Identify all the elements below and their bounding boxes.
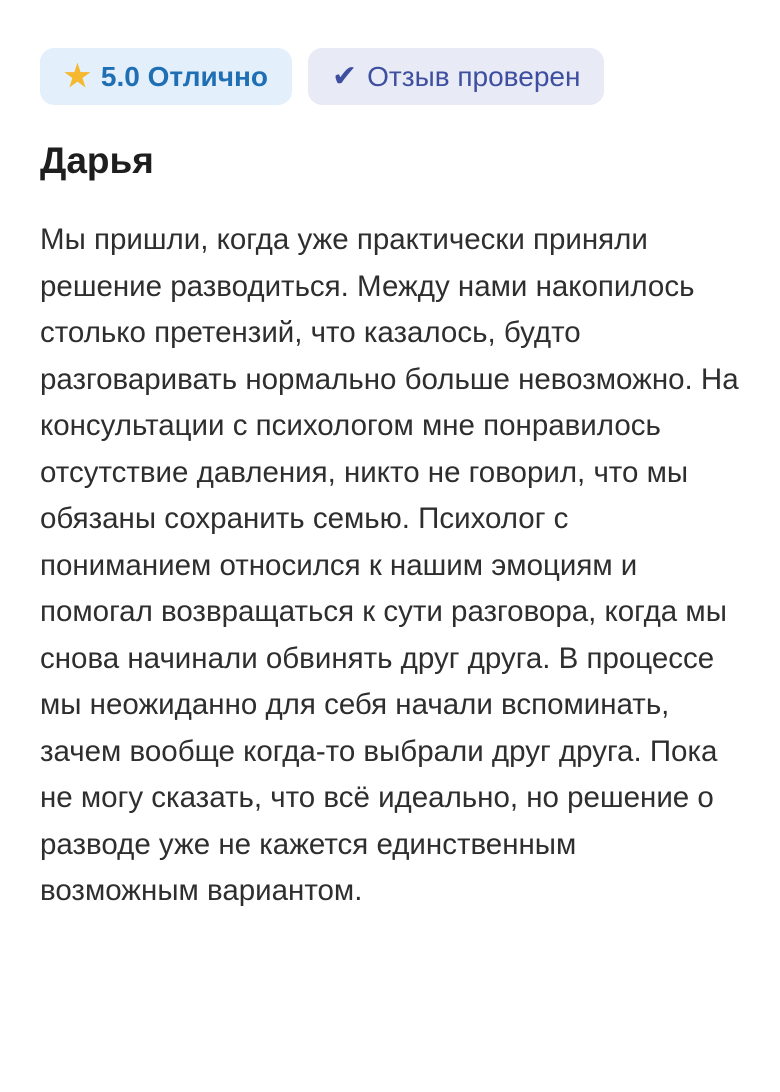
review-author: Дарья (40, 140, 154, 181)
verified-badge (308, 48, 604, 105)
check-icon: ✔ (332, 59, 358, 93)
rating-badge (40, 48, 292, 105)
badge-row (40, 48, 740, 105)
rating-label: 5.0 Отлично (100, 60, 269, 92)
review-text: Мы пришли, когда уже практически приняли решение разводиться. Между нами накопилось столько претензий, что казалось, будто разговаривать нормально больше невозможно. На консультации с психологом мне понравилось отсутствие давления, никто не говорил, что мы обязаны сохранить семью. Психолог с пониманием относился к нашим эмоциям и помогал возвращаться к сути разговора, когда мы снова начинали обвинять друг друга. В процессе мы неожиданно для себя начали вспоминать, зачем вообще когда-то выбрали друг друга. Пока не могу сказать, что всё идеально, но решение о разводе уже не кажется единственным возможным вариантом. (40, 223, 739, 908)
verified-label: Отзыв проверен (367, 60, 581, 92)
star-icon: ★ (64, 59, 91, 93)
